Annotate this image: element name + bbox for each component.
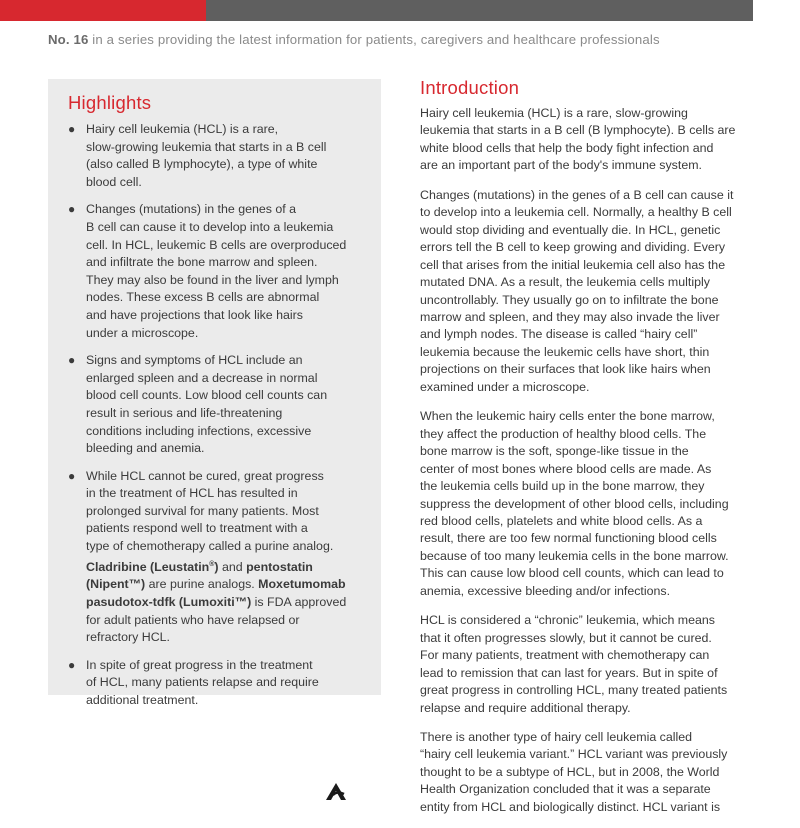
intro-paragraph: When the leukemic hairy cells enter the bone marrow, they affect the production of healthy blood cells. The bone marrow is the soft, sponge-like tissue in the center of most bones where blood cells are made. As the leukemia cells build up in the bone marrow, they suppress the development of other blood cells, including red blood cells, platelets and white blood cells. As a result, there are too few normal functioning blood cells because of too many leukemia cells in the bone marrow. This can cause low blood cell counts, which can lead to anemia, excessive bleeding and/or infections.	[420, 409, 729, 598]
highlight-text: In spite of great progress in the treatment of HCL, many patients relapse and require additional treatment.	[86, 657, 319, 707]
series-line	[48, 32, 660, 47]
bullet-icon: ●	[68, 122, 76, 136]
highlight-item	[68, 121, 373, 191]
bullet-icon: ●	[68, 353, 76, 368]
header-bar-gray	[206, 0, 753, 21]
treatment-text-1: While HCL cannot be cured, great progress in the treatment of HCL has resulted in prolonged survival for many patients. Most patients respond well to treatment with a type of chemotherapy called a purine analog.	[86, 468, 334, 554]
highlights-box	[48, 79, 381, 707]
bullet-icon: ●	[68, 657, 76, 672]
drug-cladribine: Cladribine (Leustatin	[86, 559, 210, 574]
highlight-item	[68, 352, 373, 458]
introduction-body	[420, 105, 760, 828]
highlight-item-treatment	[68, 468, 373, 647]
registered-mark: ®	[209, 560, 215, 568]
treatment-text-4: is FDA approved for adult patients who have relapsed or refractory HCL.	[86, 594, 347, 645]
intro-paragraph: Hairy cell leukemia (HCL) is a rare, slow-growing leukemia that starts in a B cell (B lymphocyte). B cells are white blood cells that help the body fight infection and are an important part of the body's immune system.	[420, 106, 736, 173]
intro-paragraph: HCL is considered a “chronic” leukemia, which means that it often progresses slowly, but it cannot be cured. For many patients, treatment with chemotherapy can lead to remission that can last for years. But in spite of great progress in controlling HCL, many treated patients relapse and require additional therapy.	[420, 613, 728, 715]
lls-logo-icon	[322, 781, 350, 800]
treatment-text-2: and	[218, 559, 247, 574]
header-bar	[0, 0, 753, 21]
highlight-text: Hairy cell leukemia (HCL) is a rare, slow-growing leukemia that starts in a B cell (also called B lymphocyte), a type of white blood cell.	[86, 122, 327, 189]
highlight-item	[68, 657, 373, 710]
bullet-icon: ●	[68, 468, 76, 483]
highlights-list	[68, 121, 373, 720]
series-text: in a series providing the latest information for patients, caregivers and healthcare professionals	[88, 32, 660, 47]
drug-pentostatin: pentostatin (Nipent™)	[86, 559, 313, 592]
treatment-text-3: are purine analogs.	[145, 577, 259, 592]
bullet-icon: ●	[68, 202, 76, 217]
intro-paragraph: There is another type of hairy cell leukemia called “hairy cell leukemia variant.” HCL variant was previously thought to be a subtype of HCL, but in 2008, the World Health Organization concluded that it was a separate entity from HCL and biologically distinct. HCL variant is	[420, 729, 728, 814]
highlights-title: Highlights	[68, 92, 152, 113]
highlight-text: Signs and symptoms of HCL include an enlarged spleen and a decrease in normal blood cell counts. Low blood cell counts can result in serious and life-threatening conditions including infections, excessive bleeding and anemia.	[86, 353, 328, 456]
intro-paragraph: Changes (mutations) in the genes of a B cell can cause it to develop into a leukemia cell. Normally, a healthy B cell would stop dividing and eventually die. In HCL, genetic errors tell the B cell to keep growing and dividing. Every cell that arises from the initial leukemia cell also has the mutated DNA. As a result, the leukemia cells multiply uncontrollably. They usually go on to infiltrate the bone marrow and spleen, and they may also invade the liver and lymph nodes. The disease is called “hairy cell” leukemia because the leukemic cells have short, thin projections on their surfaces that look like hairs when examined under a microscope.	[420, 187, 734, 394]
series-number: No. 16	[48, 32, 89, 47]
drug-moxetumomab: Moxetumomab pasudotox-tdfk (Lumoxiti™)	[86, 577, 346, 609]
introduction-title: Introduction	[420, 77, 520, 98]
highlight-item	[68, 201, 373, 342]
header-bar-accent	[0, 0, 206, 21]
drug-cladribine-close: )	[214, 559, 219, 574]
highlight-text: Changes (mutations) in the genes of a B cell can cause it to develop into a leukemia cell. In HCL, leukemic B cells are overproduced and infiltrate the bone marrow and spleen. They may also be found in the liver and lymph nodes. These excess B cells are abnormal and have projections that look like hairs under a microscope.	[86, 202, 347, 340]
